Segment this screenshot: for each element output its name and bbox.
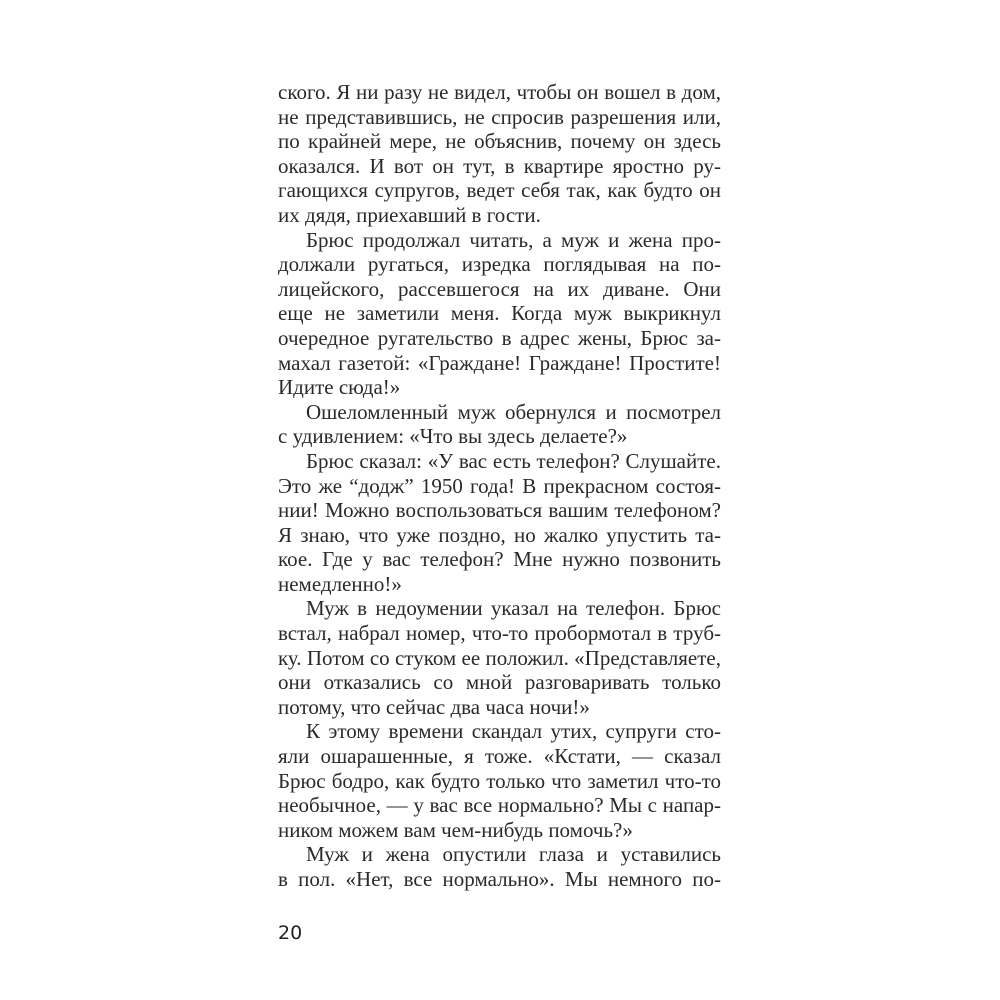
page-body-text [278,80,721,892]
text-line: их дядя, приехавший в гости. [278,202,541,227]
text-line: потому, что сейчас два часа ночи!» [278,694,590,719]
paragraph [278,719,721,842]
text-line: очередное ругательство в адрес жены, Брюс за- [278,325,721,350]
text-line: Брюс сказал: «У вас есть телефон? Слушайте. [306,448,721,473]
text-line: с удивлением: «Что вы здесь делаете?» [278,424,628,449]
text-line: ского. Я ни разу не видел, чтобы он вошел в дом, [278,80,721,104]
text-line: К этому времени скандал утих, супруги сто- [306,719,721,744]
page-number: 20 [278,922,303,944]
paragraph [278,80,721,228]
text-line: они отказались со мной разговаривать только [278,670,721,695]
paragraph [278,842,721,891]
text-line: Брюс продолжал читать, а муж и жена про- [306,227,721,252]
text-line: оказался. И вот он тут, в квартире яростно ру- [278,153,721,178]
text-line: махал газетой: «Граждане! Граждане! Простите! [278,350,721,375]
paragraph [278,449,721,597]
text-line: лицейского, рассевшегося на их диване. Они [278,276,721,301]
text-line: ку. Потом со стуком ее положил. «Представляете, [278,645,721,670]
text-line: еще не заметили меня. Когда муж выкрикнул [278,301,721,326]
text-line: по крайней мере, не объяснив, почему он здесь [278,129,721,154]
text-line: должали ругаться, изредка поглядывая на по- [278,252,721,277]
text-line: Брюс бодро, как будто только что заметил что-то [278,768,721,793]
text-line: немедленно!» [278,571,402,596]
text-line: в пол. «Нет, все нормально». Мы немного по- [278,867,721,891]
text-line: Идите сюда!» [278,375,401,400]
text-line: ником можем вам чем-нибудь помочь?» [278,817,633,842]
text-line: яли ошарашенные, я тоже. «Кстати, — сказал [278,744,721,769]
text-line: Я знаю, что уже поздно, но жалко упустить та- [278,522,721,547]
paragraph [278,596,721,719]
text-line: Муж и жена опустили глаза и уставились [306,842,721,867]
paragraph [278,400,721,449]
text-line: Муж в недоумении указал на телефон. Брюс [306,596,721,621]
text-line: необычное, — у вас все нормально? Мы с напар- [278,793,721,818]
text-line: не представившись, не спросив разрешения или, [278,104,721,129]
text-line: кое. Где у вас телефон? Мне нужно позвонить [278,547,721,572]
text-line: Это же “додж” 1950 года! В прекрасном состоя- [278,473,721,498]
paragraph [278,228,721,400]
text-line: встал, набрал номер, что-то пробормотал в труб- [278,621,721,646]
text-line: нии! Можно воспользоваться вашим телефоном? [278,498,721,523]
text-line: гающихся супругов, ведет себя так, как будто он [278,178,721,203]
text-line: Ошеломленный муж обернулся и посмотрел [306,399,721,424]
